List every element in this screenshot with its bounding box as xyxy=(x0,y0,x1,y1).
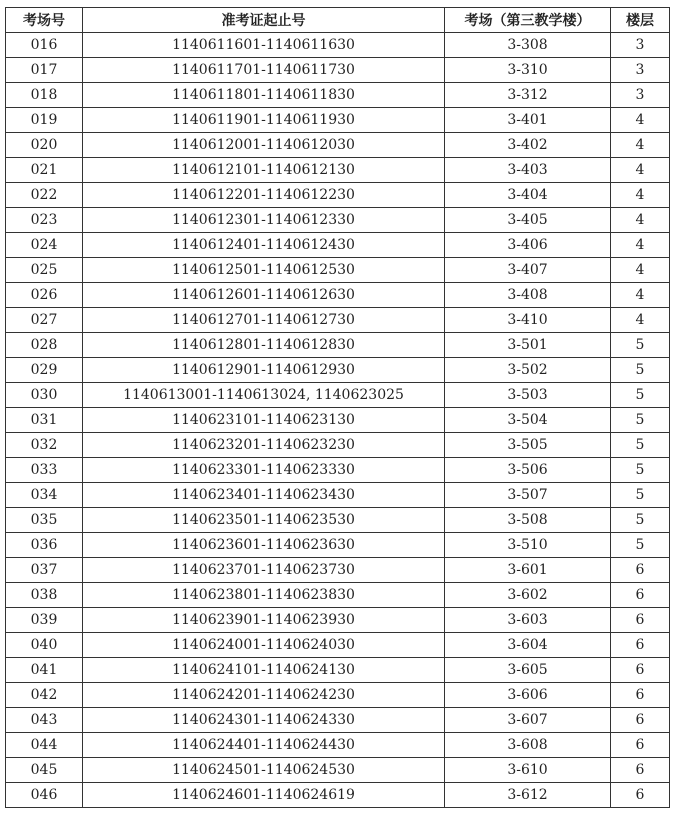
ticket-range-cell: 1140623201-1140623230 xyxy=(83,433,445,458)
room-number-cell: 033 xyxy=(6,458,83,483)
header-room-location: 考场（第三教学楼） xyxy=(445,8,611,33)
room-location-cell: 3-606 xyxy=(445,683,611,708)
room-location-cell: 3-402 xyxy=(445,133,611,158)
table-row xyxy=(6,233,670,258)
floor-cell: 5 xyxy=(611,358,670,383)
room-location-cell: 3-407 xyxy=(445,258,611,283)
table-row xyxy=(6,708,670,733)
room-location-cell: 3-310 xyxy=(445,58,611,83)
ticket-range-cell: 1140612401-1140612430 xyxy=(83,233,445,258)
table-row xyxy=(6,108,670,133)
table-row xyxy=(6,33,670,58)
room-location-cell: 3-503 xyxy=(445,383,611,408)
room-location-cell: 3-607 xyxy=(445,708,611,733)
table-row xyxy=(6,158,670,183)
ticket-range-cell: 1140612101-1140612130 xyxy=(83,158,445,183)
room-number-cell: 032 xyxy=(6,433,83,458)
ticket-range-cell: 1140612701-1140612730 xyxy=(83,308,445,333)
ticket-range-cell: 1140624101-1140624130 xyxy=(83,658,445,683)
ticket-range-cell: 1140612901-1140612930 xyxy=(83,358,445,383)
table-row xyxy=(6,608,670,633)
ticket-range-cell: 1140611801-1140611830 xyxy=(83,83,445,108)
table-row xyxy=(6,283,670,308)
room-number-cell: 023 xyxy=(6,208,83,233)
room-location-cell: 3-507 xyxy=(445,483,611,508)
table-row xyxy=(6,208,670,233)
floor-cell: 4 xyxy=(611,133,670,158)
room-location-cell: 3-602 xyxy=(445,583,611,608)
ticket-range-cell: 1140612201-1140612230 xyxy=(83,183,445,208)
exam-room-table xyxy=(5,7,670,808)
table-row xyxy=(6,83,670,108)
table-row xyxy=(6,183,670,208)
room-number-cell: 028 xyxy=(6,333,83,358)
ticket-range-cell: 1140613001-1140613024, 1140623025 xyxy=(83,383,445,408)
floor-cell: 5 xyxy=(611,533,670,558)
room-number-cell: 029 xyxy=(6,358,83,383)
ticket-range-cell: 1140612501-1140612530 xyxy=(83,258,445,283)
room-location-cell: 3-508 xyxy=(445,508,611,533)
ticket-range-cell: 1140623101-1140623130 xyxy=(83,408,445,433)
room-number-cell: 030 xyxy=(6,383,83,408)
floor-cell: 4 xyxy=(611,283,670,308)
floor-cell: 6 xyxy=(611,608,670,633)
floor-cell: 6 xyxy=(611,658,670,683)
floor-cell: 6 xyxy=(611,783,670,808)
ticket-range-cell: 1140624301-1140624330 xyxy=(83,708,445,733)
table-row xyxy=(6,558,670,583)
ticket-range-cell: 1140611701-1140611730 xyxy=(83,58,445,83)
room-location-cell: 3-410 xyxy=(445,308,611,333)
room-location-cell: 3-504 xyxy=(445,408,611,433)
ticket-range-cell: 1140624001-1140624030 xyxy=(83,633,445,658)
header-floor: 楼层 xyxy=(611,8,670,33)
room-location-cell: 3-605 xyxy=(445,658,611,683)
floor-cell: 6 xyxy=(611,758,670,783)
room-location-cell: 3-505 xyxy=(445,433,611,458)
table-row xyxy=(6,683,670,708)
table-row xyxy=(6,333,670,358)
ticket-range-cell: 1140623601-1140623630 xyxy=(83,533,445,558)
room-number-cell: 025 xyxy=(6,258,83,283)
room-number-cell: 044 xyxy=(6,733,83,758)
ticket-range-cell: 1140612801-1140612830 xyxy=(83,333,445,358)
header-row xyxy=(6,8,670,33)
ticket-range-cell: 1140623401-1140623430 xyxy=(83,483,445,508)
room-location-cell: 3-601 xyxy=(445,558,611,583)
table-row xyxy=(6,733,670,758)
ticket-range-cell: 1140624601-1140624619 xyxy=(83,783,445,808)
ticket-range-cell: 1140623701-1140623730 xyxy=(83,558,445,583)
room-location-cell: 3-608 xyxy=(445,733,611,758)
floor-cell: 6 xyxy=(611,683,670,708)
floor-cell: 4 xyxy=(611,258,670,283)
table-body xyxy=(6,33,670,808)
floor-cell: 4 xyxy=(611,158,670,183)
ticket-range-cell: 1140624401-1140624430 xyxy=(83,733,445,758)
room-number-cell: 043 xyxy=(6,708,83,733)
table-row xyxy=(6,133,670,158)
room-location-cell: 3-603 xyxy=(445,608,611,633)
ticket-range-cell: 1140612301-1140612330 xyxy=(83,208,445,233)
floor-cell: 5 xyxy=(611,483,670,508)
table-row xyxy=(6,308,670,333)
room-number-cell: 022 xyxy=(6,183,83,208)
room-number-cell: 036 xyxy=(6,533,83,558)
ticket-range-cell: 1140624201-1140624230 xyxy=(83,683,445,708)
room-location-cell: 3-501 xyxy=(445,333,611,358)
room-number-cell: 046 xyxy=(6,783,83,808)
table-row xyxy=(6,658,670,683)
room-number-cell: 042 xyxy=(6,683,83,708)
room-number-cell: 027 xyxy=(6,308,83,333)
table-row xyxy=(6,258,670,283)
table-row xyxy=(6,408,670,433)
table-row xyxy=(6,458,670,483)
table-header xyxy=(6,8,670,33)
floor-cell: 5 xyxy=(611,333,670,358)
room-number-cell: 041 xyxy=(6,658,83,683)
table-row xyxy=(6,483,670,508)
room-location-cell: 3-408 xyxy=(445,283,611,308)
ticket-range-cell: 1140611601-1140611630 xyxy=(83,33,445,58)
ticket-range-cell: 1140611901-1140611930 xyxy=(83,108,445,133)
floor-cell: 5 xyxy=(611,383,670,408)
table-row xyxy=(6,433,670,458)
room-location-cell: 3-604 xyxy=(445,633,611,658)
floor-cell: 4 xyxy=(611,183,670,208)
table-row xyxy=(6,58,670,83)
floor-cell: 3 xyxy=(611,83,670,108)
ticket-range-cell: 1140623801-1140623830 xyxy=(83,583,445,608)
room-location-cell: 3-308 xyxy=(445,33,611,58)
table-row xyxy=(6,758,670,783)
floor-cell: 4 xyxy=(611,208,670,233)
floor-cell: 5 xyxy=(611,458,670,483)
room-location-cell: 3-312 xyxy=(445,83,611,108)
room-number-cell: 021 xyxy=(6,158,83,183)
floor-cell: 4 xyxy=(611,233,670,258)
table-row xyxy=(6,583,670,608)
room-location-cell: 3-404 xyxy=(445,183,611,208)
ticket-range-cell: 1140624501-1140624530 xyxy=(83,758,445,783)
room-number-cell: 026 xyxy=(6,283,83,308)
header-room-number: 考场号 xyxy=(6,8,83,33)
room-location-cell: 3-403 xyxy=(445,158,611,183)
room-number-cell: 038 xyxy=(6,583,83,608)
floor-cell: 6 xyxy=(611,558,670,583)
room-number-cell: 016 xyxy=(6,33,83,58)
table-row xyxy=(6,633,670,658)
room-number-cell: 018 xyxy=(6,83,83,108)
room-number-cell: 039 xyxy=(6,608,83,633)
room-number-cell: 045 xyxy=(6,758,83,783)
ticket-range-cell: 1140623901-1140623930 xyxy=(83,608,445,633)
room-number-cell: 024 xyxy=(6,233,83,258)
room-location-cell: 3-406 xyxy=(445,233,611,258)
room-number-cell: 037 xyxy=(6,558,83,583)
room-location-cell: 3-510 xyxy=(445,533,611,558)
floor-cell: 4 xyxy=(611,308,670,333)
room-number-cell: 034 xyxy=(6,483,83,508)
floor-cell: 6 xyxy=(611,633,670,658)
table-row xyxy=(6,358,670,383)
floor-cell: 6 xyxy=(611,583,670,608)
ticket-range-cell: 1140623501-1140623530 xyxy=(83,508,445,533)
room-location-cell: 3-506 xyxy=(445,458,611,483)
ticket-range-cell: 1140612601-1140612630 xyxy=(83,283,445,308)
room-location-cell: 3-610 xyxy=(445,758,611,783)
room-number-cell: 020 xyxy=(6,133,83,158)
room-location-cell: 3-405 xyxy=(445,208,611,233)
floor-cell: 4 xyxy=(611,108,670,133)
room-location-cell: 3-502 xyxy=(445,358,611,383)
ticket-range-cell: 1140623301-1140623330 xyxy=(83,458,445,483)
table-row xyxy=(6,508,670,533)
floor-cell: 5 xyxy=(611,433,670,458)
room-number-cell: 019 xyxy=(6,108,83,133)
ticket-range-cell: 1140612001-1140612030 xyxy=(83,133,445,158)
room-number-cell: 017 xyxy=(6,58,83,83)
table-row xyxy=(6,383,670,408)
table-row xyxy=(6,533,670,558)
table-row xyxy=(6,783,670,808)
floor-cell: 3 xyxy=(611,33,670,58)
room-location-cell: 3-401 xyxy=(445,108,611,133)
floor-cell: 5 xyxy=(611,508,670,533)
floor-cell: 6 xyxy=(611,708,670,733)
room-number-cell: 040 xyxy=(6,633,83,658)
floor-cell: 6 xyxy=(611,733,670,758)
floor-cell: 3 xyxy=(611,58,670,83)
room-number-cell: 031 xyxy=(6,408,83,433)
header-ticket-range: 准考证起止号 xyxy=(83,8,445,33)
room-number-cell: 035 xyxy=(6,508,83,533)
room-location-cell: 3-612 xyxy=(445,783,611,808)
floor-cell: 5 xyxy=(611,408,670,433)
